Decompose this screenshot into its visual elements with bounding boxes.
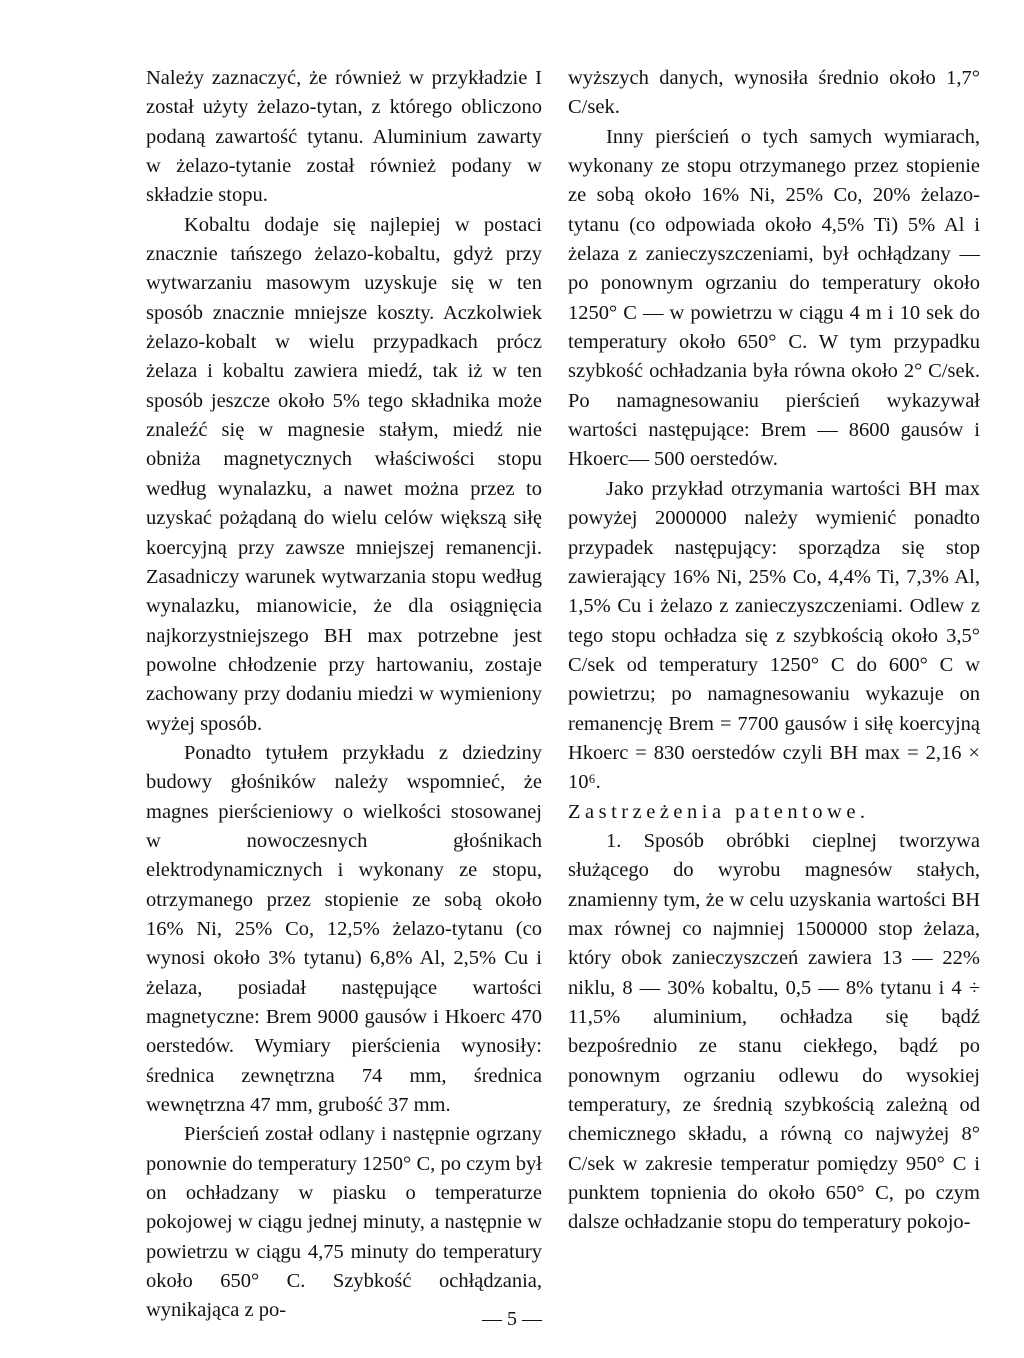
paragraph: Kobaltu dodaje się najlepiej w postaci znacznie tańszego żelazo-kobaltu, gdyż przy wytwarzaniu masowym uzyskuje się w ten sposób znacznie mniejsze koszty. Aczkolwiek żelazo-kobalt w wielu przypadkach prócz żelaza i kobaltu zawiera miedź, tak iż w ten sposób jeszcze około 5% tego składnika może znaleźć się w magnesie stałym, miedź nie obniża magnetycznych właściwości stopu według wynalazku, a nawet można przez to uzyskać pożądaną do wielu celów większą siłę koercyjną przy zawsze mniejszej remanencji. Zasadniczy warunek wytwarzania stopu według wynalazku, mianowicie, że dla osiągnięcia najkorzystniejszego BH max potrzebne jest powolne chłodzenie przy hartowaniu, zostaje zachowany przy dodaniu miedzi w wymieniony wyżej sposób. <box>146 213 542 735</box>
right-column <box>568 64 980 1238</box>
paragraph: Inny pierścień o tych samych wymiarach, wykonany ze stopu otrzymanego przez stopienie ze sobą około 16% Ni, 25% Co, 20% żelazo-tytanu (co odpowiada około 4,5% Ti) 5% Al i żelaza z zanieczyszczeniami, był ochłądzany — po ponownym ogrzaniu do temperatury około 1250° C — w powietrzu w ciągu 4 m i 10 sek do temperatury około 650° C. W tym przypadku szybkość ochładzania była równa około 2° C/sek. Po namagnesowaniu pierścień wykazywał wartości następujące: Brem — 8600 gausów i Hkoerc— 500 oerstedów. <box>568 125 980 471</box>
claim-paragraph: 1. Sposób obróbki cieplnej tworzywa służącego do wyrobu magnesów stałych, znamienny tym, że w celu uzyskania wartości BH max równej co najmniej 1500000 stop żelaza, który obok zanieczyszczeń zawiera 13 — 22% niklu, 8 — 30% kobaltu, 0,5 — 8% tytanu i 4 ÷ 11,5% aluminium, ochładza się bądź bezpośrednio ze stanu ciekłego, bądź po ponownym ogrzaniu odlewu do wysokiej temperatury, ze średnią szybkością zależną od chemicznego składu, a równą co najwyżej 8° C/sek w zakresie temperatur pomiędzy 950° C i punktem topnienia do około 650° C, po czym dalsze ochładzanie stopu do temperatury pokojo- <box>568 829 980 1234</box>
paragraph: Pierścień został odlany i następnie ogrzany ponownie do temperatury 1250° C, po czym był on ochładzany w piasku o temperaturze pokojowej w ciągu jednej minuty, a następnie w powietrzu w ciągu 4,75 minuty do temperatury około 650° C. Szybkość ochłądzania, wynikająca z po- <box>146 1123 542 1322</box>
left-column <box>146 64 542 1326</box>
section-heading: Zastrzeżenia patentowe. <box>568 800 870 823</box>
paragraph: Jako przykład otrzymania wartości BH max powyżej 2000000 należy wymienić ponadto przypadek następujący: sporządza się stop zawierający 16% Ni, 25% Co, 4,4% Ti, 7,3% Al, 1,5% Cu i żelazo z zanieczyszczeniami. Odlew z tego stopu ochładza się z szybkością około 3,5° C/sek od temperatury 1250° C do 600° C w powietrzu; po namagnesowaniu wykazuje on remanencję Brem = 7700 gausów i siłę koercyjną Hkoerc = 830 oerstedów czyli BH max = 2,16 × 10⁶. <box>568 477 980 794</box>
paragraph: wyższych danych, wynosiła średnio około 1,7° C/sek. <box>568 67 980 119</box>
paragraph: Ponadto tytułem przykładu z dziedziny budowy głośników należy wspomnieć, że magnes pierścieniowy o wielkości stosowanej w nowoczesnych głośnikach elektrodynamicznych i wykonany ze stopu, otrzymanego przez stopienie ze sobą około 16% Ni, 25% Co, 12,5% żelazo-tytanu (co wynosi około 3% tytanu) 6,8% Al, 2,5% Cu i żelaza, posiadał następujące wartości magnetyczne: Brem 9000 gausów i Hkoerc 470 oerstedów. Wymiary pierścienia wynosiły: średnica zewnętrzna 74 mm, średnica wewnętrzna 47 mm, grubość 37 mm. <box>146 741 542 1117</box>
page-number: — 5 — <box>482 1308 542 1330</box>
paragraph: Należy zaznaczyć, że również w przykładzie I został użyty żelazo-tytan, z którego obliczono podaną zawartość tytanu. Aluminium zawarty w żelazo-tytanie został również podany w składzie stopu. <box>146 67 542 207</box>
